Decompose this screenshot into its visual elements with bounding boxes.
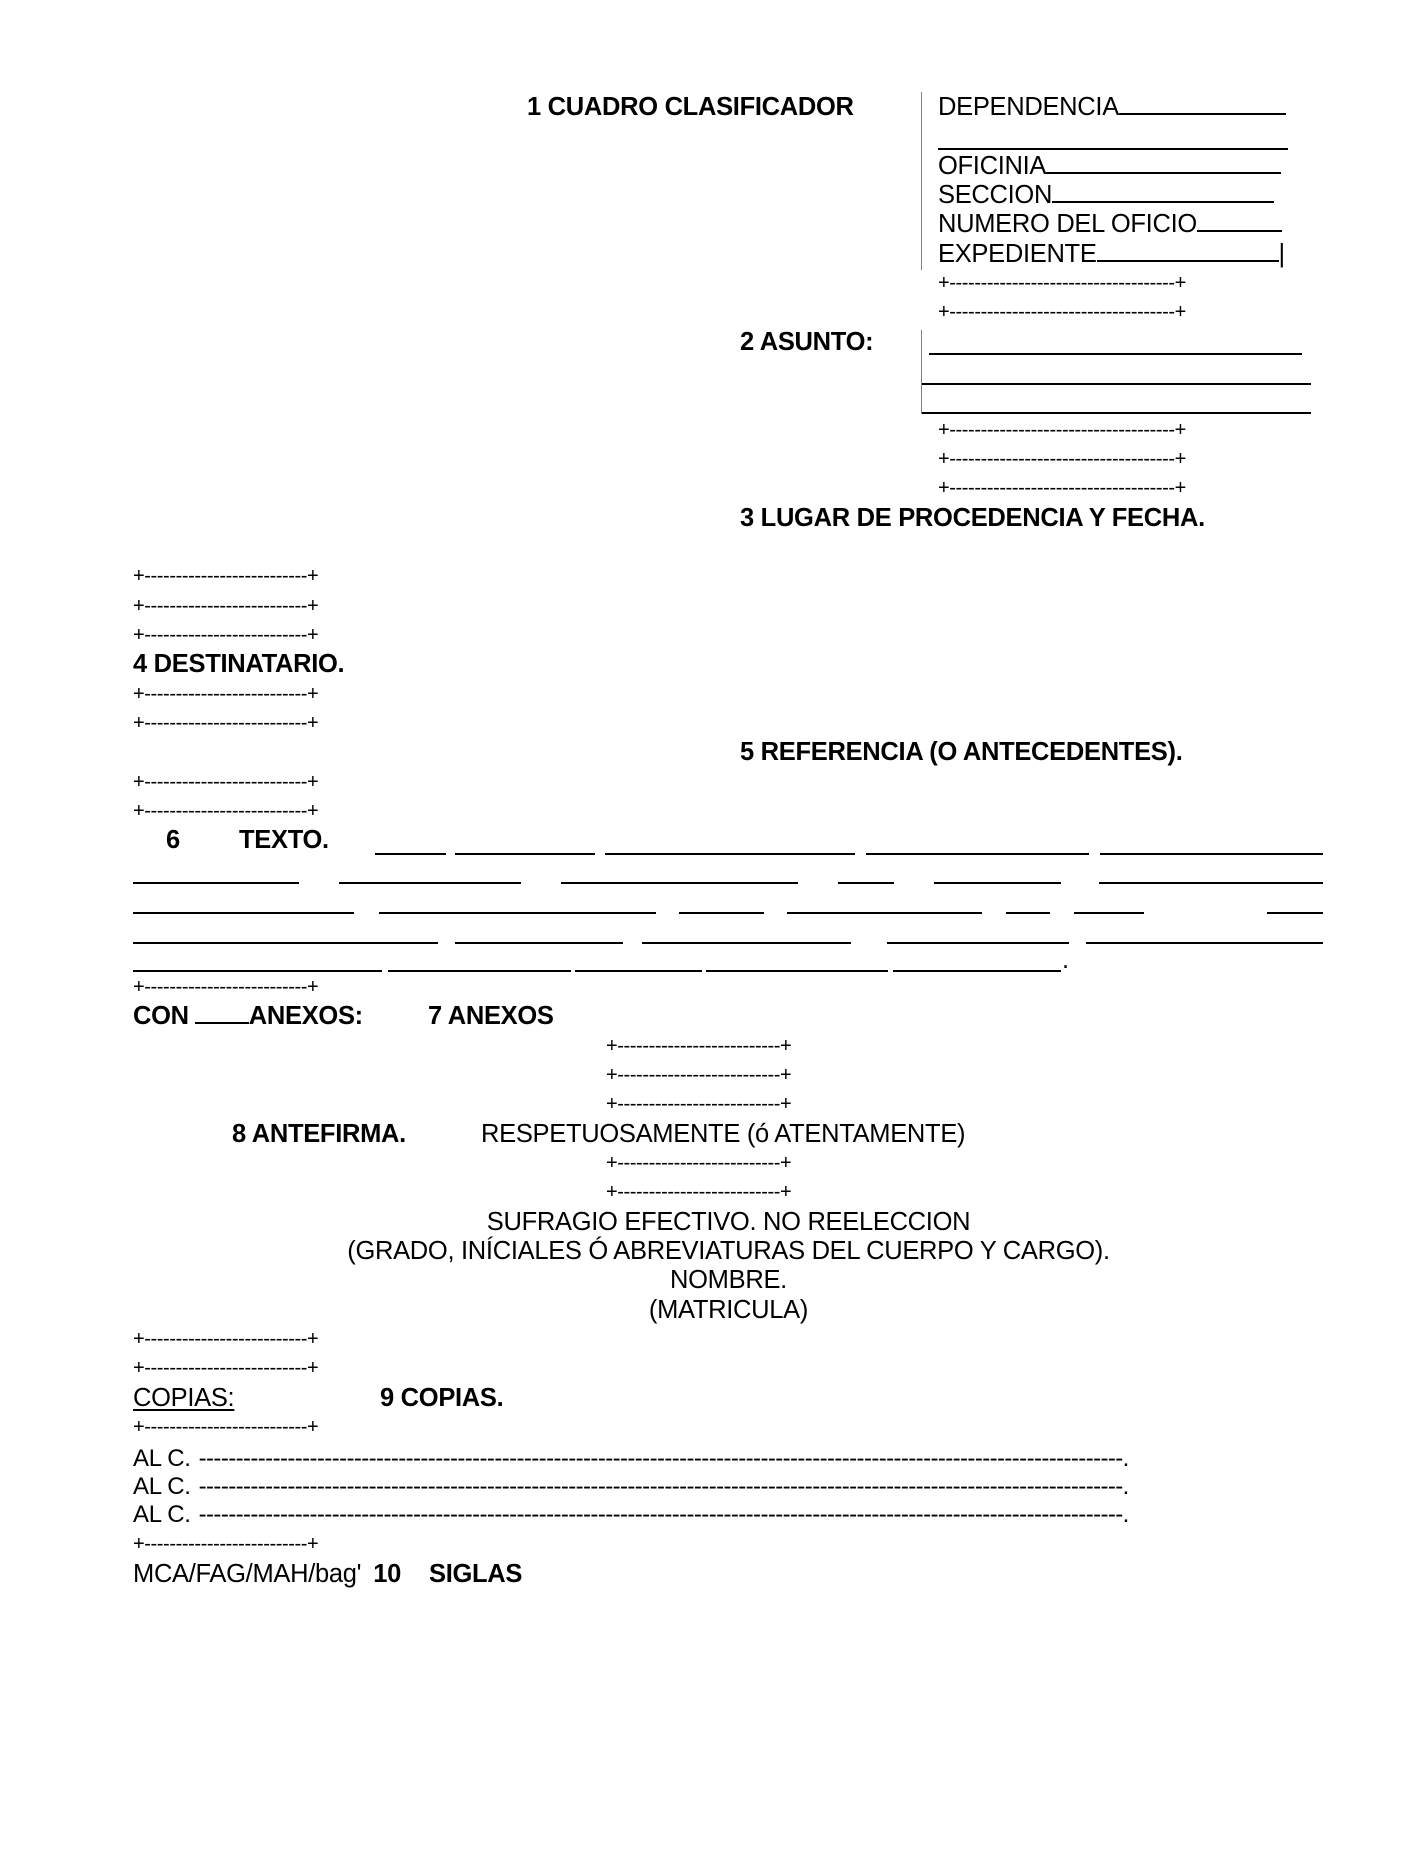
asunto-line-1[interactable] [929,353,1302,355]
section-4-title: 4 DESTINATARIO. [133,650,345,678]
con-label: CON [133,1002,189,1030]
separator-marker: +--------------------------+ [606,1035,792,1057]
separator-marker: +------------------------------------+ [938,477,1186,499]
copy-recipient-blank[interactable]: -----------------------------------------------------------------------------------------------------------------------------. [198,1501,1129,1528]
section-6-number: 6 [166,826,180,854]
copy-line[interactable] [133,1445,1129,1473]
field-oficinia[interactable] [938,152,1281,181]
field-label: NUMERO DEL OFICIO [938,210,1197,238]
separator-marker: +--------------------------+ [133,624,319,646]
texto-blank-segment[interactable] [838,882,894,884]
copy-prefix: AL C. [133,1445,191,1472]
separator-marker: +--------------------------+ [606,1181,792,1203]
section-9-title: 9 COPIAS. [380,1384,504,1412]
field-dependencia[interactable] [938,93,1286,122]
texto-blank-segment[interactable] [1006,912,1050,914]
texto-blank-segment[interactable] [133,942,438,944]
rank-text: (GRADO, INÍCIALES Ó ABREVIATURAS DEL CUERPO Y CARGO). [347,1237,1110,1265]
texto-blank-segment[interactable] [1100,853,1323,855]
copy-line[interactable] [133,1473,1129,1501]
texto-blank-segment[interactable] [1086,942,1323,944]
texto-blank-segment[interactable] [679,912,764,914]
texto-blank-segment[interactable] [787,912,982,914]
signer-name: NOMBRE. [670,1266,787,1294]
texto-blank-segment[interactable] [1099,882,1323,884]
texto-blank-segment[interactable] [133,882,299,884]
texto-blank-segment[interactable] [375,853,446,855]
section-6-title: TEXTO. [239,826,329,854]
texto-blank-segment[interactable] [575,970,702,972]
field-label: EXPEDIENTE [938,240,1097,268]
anexos-label: ANEXOS: [248,1002,363,1030]
texto-blank-segment[interactable] [706,970,888,972]
copy-prefix: AL C. [133,1473,191,1500]
texto-end-period: . [1062,946,1069,974]
separator-marker: +--------------------------+ [133,1357,319,1379]
texto-blank-segment[interactable] [605,853,855,855]
texto-blank-segment[interactable] [934,882,1061,884]
texto-blank-segment[interactable] [561,882,798,884]
oficinia-input[interactable] [1046,172,1281,174]
asunto-divider [921,330,922,414]
texto-blank-segment[interactable] [866,853,1089,855]
separator-marker: +------------------------------------+ [938,419,1186,441]
copy-recipient-blank[interactable]: -----------------------------------------------------------------------------------------------------------------------------. [198,1445,1129,1472]
separator-marker: +--------------------------+ [133,1328,319,1350]
signer-id: (MATRICULA) [648,1296,809,1324]
texto-blank-segment[interactable] [455,942,623,944]
texto-blank-segment[interactable] [133,970,382,972]
section-7-title: 7 ANEXOS [428,1002,554,1030]
seccion-input[interactable] [1052,201,1274,203]
field-expediente[interactable] [938,240,1285,269]
texto-blank-segment[interactable] [339,882,521,884]
separator-marker: +--------------------------+ [606,1093,792,1115]
texto-blank-segment[interactable] [133,912,354,914]
separator-marker: +--------------------------+ [133,565,319,587]
numero-oficio-input[interactable] [1197,230,1282,232]
field-numero-oficio[interactable] [938,210,1282,239]
section-1-title: 1 CUADRO CLASIFICADOR [527,93,854,121]
separator-marker: +--------------------------+ [133,712,319,734]
separator-marker: +------------------------------------+ [938,272,1186,294]
separator-marker: +------------------------------------+ [938,448,1186,470]
dependencia-second-line[interactable] [938,148,1288,150]
copy-line[interactable] [133,1501,1129,1529]
section-3-title: 3 LUGAR DE PROCEDENCIA Y FECHA. [740,504,1205,532]
section-2-title: 2 ASUNTO: [740,328,874,356]
texto-blank-segment[interactable] [893,970,1061,972]
separator-marker: +--------------------------+ [606,1064,792,1086]
separator-marker: +--------------------------+ [133,1416,319,1438]
section-8-title: 8 ANTEFIRMA. [232,1120,406,1148]
copy-recipient-blank[interactable]: -----------------------------------------------------------------------------------------------------------------------------. [198,1473,1129,1500]
field-label: SECCION [938,181,1053,209]
texto-blank-segment[interactable] [379,912,656,914]
copy-prefix: AL C. [133,1501,191,1528]
texto-blank-segment[interactable] [1267,912,1323,914]
section-5-title: 5 REFERENCIA (O ANTECEDENTES). [740,738,1183,766]
field-label: OFICINIA [938,152,1047,180]
texto-blank-segment[interactable] [1074,912,1144,914]
siglas-line [133,1560,522,1589]
expediente-end-bar: | [1278,240,1285,268]
separator-marker: +--------------------------+ [133,771,319,793]
separator-marker: +--------------------------+ [133,683,319,705]
asunto-line-2[interactable] [922,383,1311,385]
separator-marker: +--------------------------+ [133,595,319,617]
texto-blank-segment[interactable] [388,970,571,972]
section-10-number: 10 [373,1560,401,1588]
separator-marker: +--------------------------+ [133,976,319,998]
motto-text: SUFRAGIO EFECTIVO. NO REELECCION [486,1208,971,1236]
copias-label: COPIAS: [133,1384,235,1412]
classifier-divider [921,92,922,270]
dependencia-input[interactable] [1119,113,1286,115]
separator-marker: +--------------------------+ [606,1152,792,1174]
initials-text: MCA/FAG/MAH/bag' [133,1560,362,1588]
field-label: DEPENDENCIA [938,93,1119,121]
separator-marker: +--------------------------+ [133,800,319,822]
expediente-input[interactable] [1097,260,1279,262]
closing-text: RESPETUOSAMENTE (ó ATENTAMENTE) [481,1120,966,1148]
texto-blank-segment[interactable] [887,942,1069,944]
anexos-count-input[interactable] [195,1022,249,1024]
con-anexos-line [133,1002,363,1031]
section-10-title: SIGLAS [428,1560,523,1588]
asunto-line-3[interactable] [922,412,1311,414]
field-seccion[interactable] [938,181,1274,210]
texto-blank-segment[interactable] [455,853,595,855]
separator-marker: +------------------------------------+ [938,301,1186,323]
texto-blank-segment[interactable] [642,942,851,944]
separator-marker: +--------------------------+ [133,1533,319,1555]
